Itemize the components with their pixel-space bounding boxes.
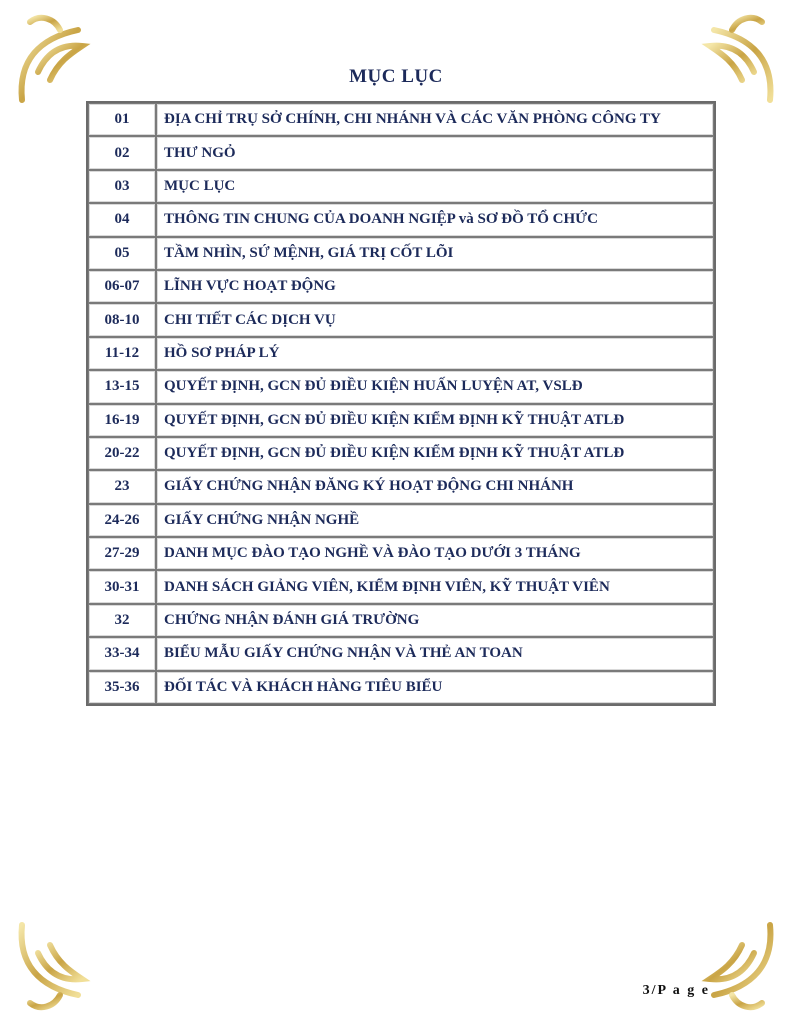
toc-row — [88, 370, 714, 403]
toc-entry-title: DANH MỤC ĐÀO TẠO NGHỀ VÀ ĐÀO TẠO DƯỚI 3 THÁNG — [156, 537, 714, 570]
toc-row — [88, 337, 714, 370]
toc-page-number: 16-19 — [88, 404, 156, 437]
toc-entry-title: LĨNH VỰC HOẠT ĐỘNG — [156, 270, 714, 303]
page-number: 3/P a g e — [642, 983, 710, 998]
toc-entry-title: BIỂU MẪU GIẤY CHỨNG NHẬN VÀ THẺ AN TOAN — [156, 637, 714, 670]
toc-row — [88, 470, 714, 503]
toc-row — [88, 671, 714, 704]
toc-entry-title: GIẤY CHỨNG NHẬN NGHỀ — [156, 504, 714, 537]
toc-page-number: 20-22 — [88, 437, 156, 470]
toc-entry-title: QUYẾT ĐỊNH, GCN ĐỦ ĐIỀU KIỆN KIỂM ĐỊNH KỸ THUẬT ATLĐ — [156, 404, 714, 437]
toc-page-number: 32 — [88, 604, 156, 637]
toc-entry-title: MỤC LỤC — [156, 170, 714, 203]
toc-row — [88, 504, 714, 537]
toc-page-number: 23 — [88, 470, 156, 503]
toc-row — [88, 170, 714, 203]
toc-page-number: 35-36 — [88, 671, 156, 704]
toc-page-number: 05 — [88, 237, 156, 270]
toc-page-number: 13-15 — [88, 370, 156, 403]
toc-entry-title: THƯ NGỎ — [156, 136, 714, 169]
toc-page-number: 04 — [88, 203, 156, 236]
toc-page-number: 08-10 — [88, 303, 156, 336]
toc-entry-title: TẦM NHÌN, SỨ MỆNH, GIÁ TRỊ CỐT LÕI — [156, 237, 714, 270]
toc-row — [88, 404, 714, 437]
toc-entry-title: DANH SÁCH GIẢNG VIÊN, KIỂM ĐỊNH VIÊN, KỸ THUẬT VIÊN — [156, 570, 714, 603]
toc-entry-title: THÔNG TIN CHUNG CỦA DOANH NGIỆP và SƠ ĐỒ TỔ CHỨC — [156, 203, 714, 236]
toc-entry-title: CHỨNG NHẬN ĐÁNH GIÁ TRƯỜNG — [156, 604, 714, 637]
toc-row — [88, 570, 714, 603]
toc-entry-title: GIẤY CHỨNG NHẬN ĐĂNG KÝ HOẠT ĐỘNG CHI NHÁNH — [156, 470, 714, 503]
page-title: MỤC LỤC — [349, 66, 443, 87]
toc-page-number: 01 — [88, 103, 156, 136]
toc-row — [88, 237, 714, 270]
toc-row — [88, 303, 714, 336]
toc-page-number: 30-31 — [88, 570, 156, 603]
toc-page-number: 33-34 — [88, 637, 156, 670]
toc-row — [88, 437, 714, 470]
toc-row — [88, 537, 714, 570]
toc-entry-title: QUYẾT ĐỊNH, GCN ĐỦ ĐIỀU KIỆN KIỂM ĐỊNH KỸ THUẬT ATLĐ — [156, 437, 714, 470]
toc-page-number: 11-12 — [88, 337, 156, 370]
toc-page-number: 24-26 — [88, 504, 156, 537]
toc-row — [88, 203, 714, 236]
toc-row — [88, 270, 714, 303]
toc-row — [88, 103, 714, 136]
toc-page-number: 27-29 — [88, 537, 156, 570]
toc-page-number: 03 — [88, 170, 156, 203]
toc-page-number: 06-07 — [88, 270, 156, 303]
toc-entry-title: HỒ SƠ PHÁP LÝ — [156, 337, 714, 370]
toc-row — [88, 136, 714, 169]
toc-entry-title: ĐỊA CHỈ TRỤ SỞ CHÍNH, CHI NHÁNH VÀ CÁC VĂN PHÒNG CÔNG TY — [156, 103, 714, 136]
toc-entry-title: ĐỐI TÁC VÀ KHÁCH HÀNG TIÊU BIỂU — [156, 671, 714, 704]
toc-row — [88, 637, 714, 670]
toc-row — [88, 604, 714, 637]
toc-entry-title: QUYẾT ĐỊNH, GCN ĐỦ ĐIỀU KIỆN HUẤN LUYỆN AT, VSLĐ — [156, 370, 714, 403]
toc-entry-title: CHI TIẾT CÁC DỊCH VỤ — [156, 303, 714, 336]
toc-page-number: 02 — [88, 136, 156, 169]
table-of-contents — [86, 101, 716, 706]
